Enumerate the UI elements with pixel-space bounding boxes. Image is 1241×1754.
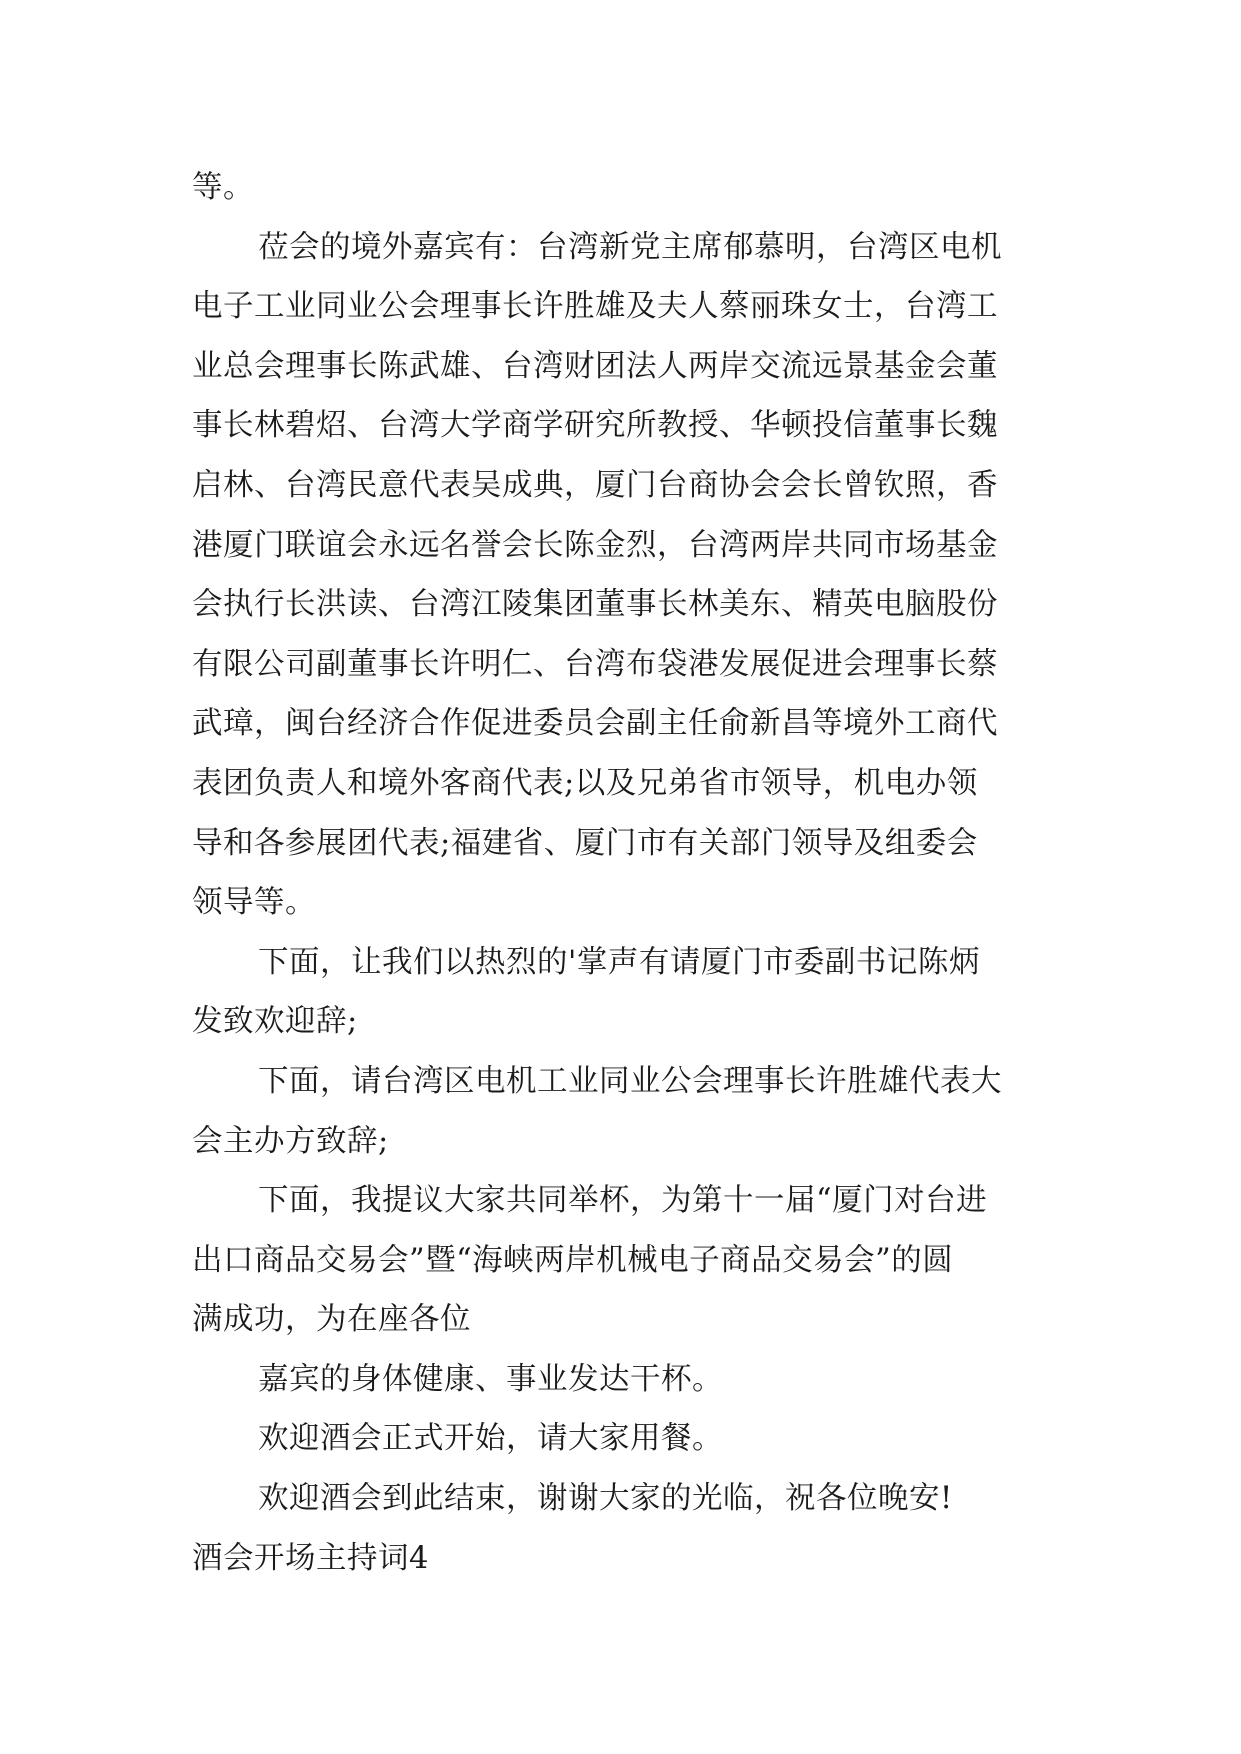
text-line: 有限公司副董事长许明仁、台湾布袋港发展促进会理事长蔡	[192, 646, 998, 682]
text-line: 会执行长洪读、台湾江陵集团董事长林美东、精英电脑股份	[192, 587, 998, 623]
text-line: 下面，请台湾区电机工业同业公会理事长许胜雄代表大	[258, 1063, 1002, 1099]
text-line: 港厦门联谊会永远名誉会长陈金烈，台湾两岸共同市场基金	[192, 527, 998, 563]
text-line: 电子工业同业公会理事长许胜雄及夫人蔡丽珠女士，台湾工	[192, 289, 998, 325]
text-line: 等。	[192, 170, 254, 205]
document-body	[192, 158, 1052, 1588]
text-line: 事长林碧炤、台湾大学商学研究所教授、华顿投信董事长魏	[192, 408, 998, 444]
text-line: 欢迎酒会到此结束，谢谢大家的光临，祝各位晚安!	[258, 1481, 953, 1517]
text-line: 出口商品交易会”暨“海峡两岸机械电子商品交易会”的圆	[192, 1242, 954, 1278]
text-line: 莅会的境外嘉宾有：台湾新党主席郁慕明，台湾区电机	[258, 229, 1002, 265]
text-line: 下面，我提议大家共同举杯，为第十一届“厦门对台进	[258, 1183, 988, 1219]
text-line: 嘉宾的身体健康、事业发达干杯。	[258, 1361, 723, 1397]
text-line: 发致欢迎辞;	[192, 1004, 358, 1040]
text-line: 满成功，为在座各位	[192, 1302, 471, 1338]
text-line: 业总会理事长陈武雄、台湾财团法人两岸交流远景基金会董	[192, 348, 998, 384]
text-line: 会主办方致辞;	[192, 1123, 389, 1159]
text-line: 导和各参展团代表;福建省、厦门市有关部门领导及组委会	[192, 825, 978, 861]
text-line: 下面，让我们以热烈的'掌声有请厦门市委副书记陈炳	[258, 944, 980, 980]
section-heading: 酒会开场主持词4	[192, 1540, 429, 1576]
text-line: 欢迎酒会正式开始，请大家用餐。	[258, 1421, 723, 1457]
text-line: 领导等。	[192, 885, 316, 921]
text-line: 表团负责人和境外客商代表;以及兄弟省市领导，机电办领	[192, 765, 978, 801]
text-line: 武璋，闽台经济合作促进委员会副主任俞新昌等境外工商代	[192, 706, 998, 742]
text-line: 启林、台湾民意代表吴成典，厦门台商协会会长曾钦照，香	[192, 467, 998, 503]
